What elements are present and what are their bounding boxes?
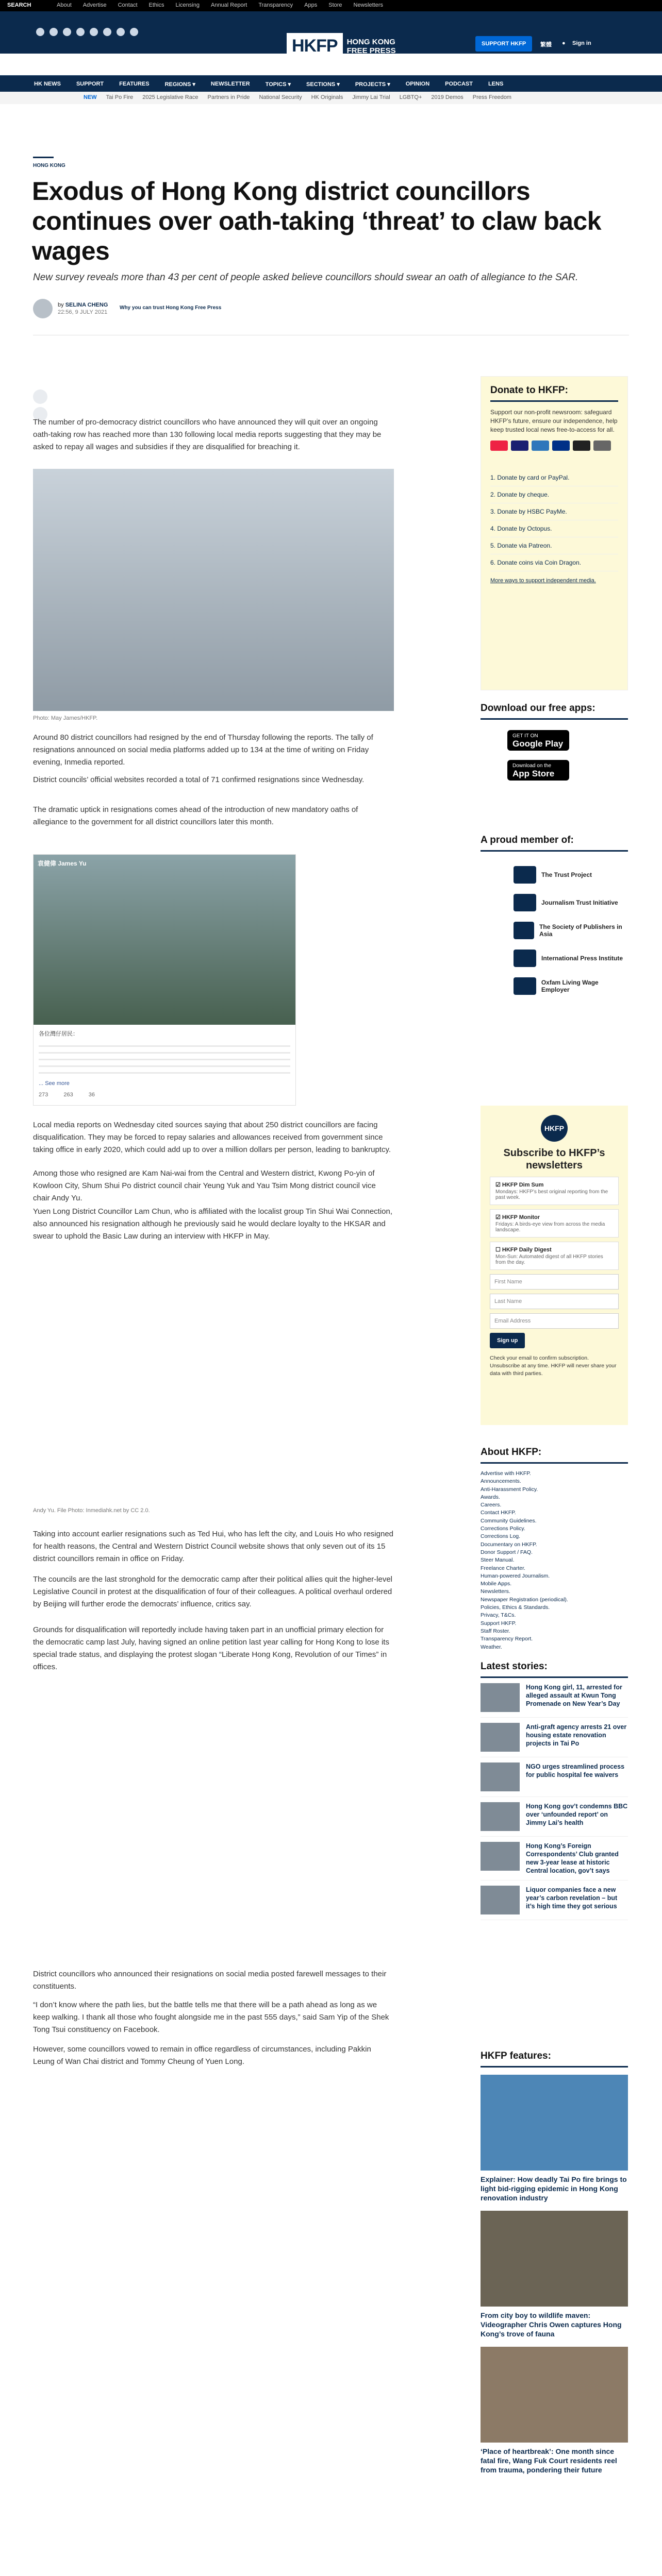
paragraph: However, some councillors vowed to remain in office regardless of circumstances, including Pakkin Leung of Wan Chai district and Tommy Cheung of Yuen Long. bbox=[33, 2045, 371, 2066]
donate-title: Donate to HKFP: bbox=[490, 385, 618, 402]
nav-item[interactable]: PROJECTS ▾ bbox=[355, 81, 390, 88]
member-logo[interactable]: The Trust Project bbox=[514, 861, 628, 889]
nav-item[interactable]: LENS bbox=[488, 81, 504, 87]
latest-story[interactable]: Liquor companies face a new year’s carbon revelation – but it’s high time they got serious bbox=[481, 1880, 628, 1920]
reaction-count: 273 bbox=[39, 1092, 48, 1098]
nav-item[interactable]: OPINION bbox=[405, 81, 430, 87]
paypal-icon bbox=[552, 440, 570, 451]
share-count: 36 bbox=[88, 1092, 95, 1098]
features-box bbox=[481, 2050, 628, 2483]
visa-icon bbox=[511, 440, 528, 451]
apps-title: Download our free apps: bbox=[481, 703, 628, 720]
nav-item[interactable]: SECTIONS ▾ bbox=[306, 81, 340, 88]
payment-logos bbox=[490, 440, 618, 469]
apps-box bbox=[481, 703, 628, 781]
more-ways-link[interactable]: More ways to support independent media. bbox=[490, 578, 596, 584]
topbar-link[interactable]: Transparency bbox=[258, 2, 293, 8]
topbar-link[interactable]: Store bbox=[328, 2, 342, 8]
about-link[interactable]: Policies, Ethics & Standards. bbox=[481, 1604, 550, 1611]
about-link[interactable]: Advertise with HKFP. bbox=[481, 1470, 531, 1477]
logo-mark: HKFP bbox=[287, 33, 343, 59]
topbar-link[interactable]: Contact bbox=[118, 2, 138, 8]
about-link[interactable]: Contact HKFP. bbox=[481, 1510, 516, 1516]
amex-icon bbox=[532, 440, 549, 451]
member-logo[interactable]: International Press Institute bbox=[514, 944, 628, 972]
about-link[interactable]: Mobile Apps. bbox=[481, 1581, 512, 1587]
about-link[interactable]: Newsletters. bbox=[481, 1588, 510, 1595]
author-avatar bbox=[33, 299, 53, 318]
trending-link[interactable]: Jimmy Lai Trial bbox=[352, 94, 390, 100]
about-link[interactable]: Anti-Harassment Policy. bbox=[481, 1486, 538, 1493]
paragraph: Around 80 district councillors had resigned by the end of Thursday following the reports. The tally of resignations announced on social media platforms added up to 134 at the time of writing on Friday evening, Inmedia reported. bbox=[33, 733, 373, 767]
feature-story[interactable]: From city boy to wildlife maven: Videographer Chris Owen captures Hong Kong’s trove of fauna bbox=[481, 2211, 628, 2338]
about-link[interactable]: Privacy, T&Cs. bbox=[481, 1612, 516, 1619]
x-icon[interactable] bbox=[49, 28, 58, 36]
donate-option[interactable]: 2. Donate by cheque. bbox=[490, 486, 618, 503]
trending-link[interactable]: 2019 Demos bbox=[431, 94, 464, 100]
story-thumbnail bbox=[481, 1762, 520, 1791]
facebook-icon[interactable] bbox=[36, 28, 44, 36]
trending-link[interactable]: National Security bbox=[259, 94, 302, 100]
paragraph: District councillors who announced their resignations on social media posted farewell messages to their constituents. bbox=[33, 1970, 387, 1991]
topbar-link[interactable]: Newsletters bbox=[353, 2, 383, 8]
latest-story[interactable]: Anti-graft agency arrests 21 over housing estate renovation projects in Tai Po bbox=[481, 1718, 628, 1757]
paragraph: The number of pro-democracy district councillors who have announced they will quit over an ongoing oath-taking row has reached more than 130 following local media reports suggesting that they may be asked to repay all wages and subsidies if they are disqualified for breaching it. bbox=[33, 418, 382, 451]
email-icon[interactable] bbox=[117, 28, 125, 36]
trending-link[interactable]: Tai Po Fire bbox=[106, 94, 134, 100]
author-link[interactable]: SELINA CHENG bbox=[65, 302, 108, 308]
see-more-link[interactable]: ... See more bbox=[39, 1080, 70, 1087]
nav-item[interactable]: NEWSLETTER bbox=[210, 81, 250, 87]
donate-box bbox=[481, 376, 628, 690]
latest-box bbox=[481, 1661, 628, 1920]
app-store-label: App Store bbox=[512, 769, 555, 778]
photo-caption: Photo: May James/HKFP. bbox=[33, 715, 98, 721]
paragraph: Yuen Long District Councillor Lam Chun, who is affiliated with the localist group Tin Shui Wai Connection, also announced his resignation although he previously said he would declare loyalty to the HKSAR and swear to uphold the Basic Law during an interview with HKFP in May. bbox=[33, 1207, 393, 1241]
story-thumbnail bbox=[481, 1723, 520, 1752]
masthead bbox=[0, 11, 662, 54]
topbar-link[interactable]: Ethics bbox=[148, 2, 164, 8]
paragraph: The dramatic uptick in resignations comes ahead of the introduction of new mandatory oaths of allegiance to the government for all district councillors later this month. bbox=[33, 805, 358, 826]
first-name-input[interactable]: First Name bbox=[490, 1274, 619, 1290]
donate-option[interactable]: 6. Donate coins via Coin Dragon. bbox=[490, 554, 618, 571]
telegram-icon[interactable] bbox=[103, 28, 111, 36]
google-play-badge[interactable]: GET IT ON Google Play bbox=[507, 730, 569, 751]
embed-placeholder bbox=[33, 1674, 394, 1953]
about-link[interactable]: Careers. bbox=[481, 1502, 502, 1509]
latest-story[interactable]: Hong Kong girl, 11, arrested for alleged assault at Kwun Tong Promenade on New Year’s Day bbox=[481, 1678, 628, 1718]
trust-link[interactable]: Why you can trust Hong Kong Free Press bbox=[120, 305, 222, 311]
deck: New survey reveals more than 43 per cent of people asked believe councillors should swear an oath of allegiance to the SAR. bbox=[33, 272, 578, 283]
support-hkfp-button[interactable]: SUPPORT HKFP bbox=[475, 36, 532, 52]
topbar-link[interactable]: Annual Report bbox=[210, 2, 247, 8]
andy-yu-photo bbox=[33, 1262, 394, 1504]
nav-item[interactable]: HK NEWS bbox=[34, 81, 61, 87]
feature-image bbox=[481, 2347, 628, 2443]
about-link[interactable]: Community Guidelines. bbox=[481, 1517, 537, 1524]
feature-story[interactable]: Explainer: How deadly Tai Po fire brings to light bid-rigging epidemic in Hong Kong renovation industry bbox=[481, 2075, 628, 2202]
topbar-link[interactable]: Advertise bbox=[82, 2, 107, 8]
trending-link[interactable]: 2025 Legislative Race bbox=[142, 94, 198, 100]
embed-author: 袁健偉 James Yu bbox=[38, 860, 87, 867]
trending-link[interactable]: HK Originals bbox=[311, 94, 343, 100]
newsletter-option[interactable]: ☑ HKFP Monitor Fridays: A birds-eye view from across the media landscape. bbox=[490, 1209, 619, 1238]
trending-bar bbox=[0, 92, 662, 104]
top-utility-bar bbox=[0, 0, 662, 11]
paragraph: Taking into account earlier resignations such as Ted Hui, who has left the city, and Louis Ho who resigned for health reasons, the Central and Western District Council website shows that only seven out of its 15 district councillors remain in office on Friday. bbox=[33, 1530, 394, 1563]
about-link[interactable]: Staff Roster. bbox=[481, 1628, 510, 1634]
embed-placeholder bbox=[33, 2081, 394, 2349]
about-link[interactable]: Freelance Charter. bbox=[481, 1565, 525, 1571]
about-link[interactable]: Newspaper Registration (periodical). bbox=[481, 1596, 568, 1603]
embed-photo bbox=[34, 855, 295, 1025]
new-badge: NEW bbox=[84, 94, 97, 100]
donate-option[interactable]: 1. Donate by card or PayPal. bbox=[490, 469, 618, 486]
mastercard-icon bbox=[490, 440, 508, 451]
signin-link[interactable]: Sign in bbox=[572, 40, 591, 46]
members-box bbox=[481, 835, 628, 1000]
about-link[interactable]: Announcements. bbox=[481, 1478, 521, 1485]
story-thumbnail bbox=[481, 1683, 520, 1712]
category-link[interactable]: HONG KONG bbox=[33, 163, 65, 168]
main-nav bbox=[0, 75, 662, 92]
comment-count: 263 bbox=[63, 1092, 73, 1098]
embed-text: 各位灣仔居民： bbox=[39, 1031, 78, 1037]
topbar-link[interactable]: Apps bbox=[304, 2, 318, 8]
donate-option[interactable]: 5. Donate via Patreon. bbox=[490, 537, 618, 554]
instagram-icon[interactable] bbox=[63, 28, 71, 36]
feature-image bbox=[481, 2075, 628, 2171]
about-link[interactable]: Documentary on HKFP. bbox=[481, 1541, 537, 1548]
threads-icon[interactable] bbox=[76, 28, 85, 36]
member-logo[interactable]: Oxfam Living Wage Employer bbox=[514, 972, 628, 1000]
category-rule bbox=[33, 157, 54, 158]
signup-button[interactable]: Sign up bbox=[490, 1333, 525, 1348]
feature-story[interactable]: ‘Place of heartbreak’: One month since fatal fire, Wang Fuk Court residents reel from trauma, pondering their future bbox=[481, 2347, 628, 2475]
google-play-label: Google Play bbox=[512, 739, 564, 749]
logo-text: HONG KONG FREE PRESS bbox=[346, 37, 396, 55]
story-thumbnail bbox=[481, 1842, 520, 1871]
applepay-icon bbox=[573, 440, 590, 451]
byline: by SELINA CHENG 22:56, 9 JULY 2021 bbox=[33, 299, 108, 318]
language-link[interactable]: 繁體 bbox=[540, 42, 552, 48]
members-title: A proud member of: bbox=[481, 835, 628, 852]
latest-story[interactable]: Hong Kong gov’t condemns BBC over ‘unfounded report’ on Jimmy Lai’s health bbox=[481, 1797, 628, 1837]
hkfp-badge-icon: HKFP bbox=[541, 1115, 568, 1142]
story-thumbnail bbox=[481, 1802, 520, 1831]
paragraph: Local media reports on Wednesday cited sources saying that about 250 district councillors are facing disqualification. They may be forced to repay salaries and allowances received from government since taking office in early 2020, which could add up to over a million dollars per person, leading to bankruptcy. bbox=[33, 1121, 391, 1154]
topbar-link[interactable]: About bbox=[57, 2, 72, 8]
nav-item[interactable]: PODCAST bbox=[445, 81, 473, 87]
about-title: About HKFP: bbox=[481, 1447, 628, 1464]
about-link[interactable]: Corrections Policy. bbox=[481, 1526, 525, 1532]
publish-date: 22:56, 9 JULY 2021 bbox=[58, 309, 108, 315]
about-link[interactable]: Transparency Report. bbox=[481, 1636, 533, 1642]
donate-option[interactable]: 3. Donate by HSBC PayMe. bbox=[490, 503, 618, 520]
paragraph: Among those who resigned are Kam Nai-wai from the Central and Western district, Kwong Po-yin of Kowloon City, Shum Shui Po district council chair Yeung Yuk and Yau Tsim Mong district council vice chair Andy Yu. bbox=[33, 1169, 376, 1202]
trending-link[interactable]: Partners in Pride bbox=[207, 94, 250, 100]
paragraph: The councils are the last stronghold for the democratic camp after their political allies quit the higher-level Legislative Council in protest at the disqualification of four of their colleagues. A political overhaul ordered by Beijing will further erode the democrats’ influence, critics say. bbox=[33, 1575, 393, 1608]
paragraph: Grounds for disqualification will reportedly include having taken part in an unofficial primary election for the democratic camp last July, having signed an online petition last year calling for Hong Kong to lose its special trade status, and displaying the protest slogan “Liberate Hong Kong, Revolution of our Times” in offices. bbox=[33, 1625, 389, 1671]
user-icon[interactable]: ● bbox=[562, 40, 566, 46]
latest-story[interactable]: Hong Kong’s Foreign Correspondents’ Club granted new 3-year lease at historic Central location, gov’t says bbox=[481, 1837, 628, 1880]
newsletter-title: Subscribe to HKFP’s newsletters bbox=[503, 1147, 605, 1171]
site-logo[interactable] bbox=[287, 33, 409, 59]
social-links bbox=[36, 28, 138, 36]
story-thumbnail bbox=[481, 1886, 520, 1914]
about-box bbox=[481, 1447, 628, 1651]
paragraph: “I don’t know where the path lies, but the battle tells me that there will be a path ahead as long as we keep walking. I thank all those who fought alongside me in the past 555 days,” said Sam Yip of the Shek Tong Tsui constituency on Facebook. bbox=[33, 2001, 389, 2034]
rss-icon[interactable] bbox=[130, 28, 138, 36]
newsletter-option[interactable]: ☑ HKFP Dim Sum Mondays: HKFP’s best original reporting from the past week. bbox=[490, 1177, 619, 1205]
about-link[interactable]: Awards. bbox=[481, 1494, 500, 1500]
about-link[interactable]: Steer Manual. bbox=[481, 1557, 515, 1564]
email-input[interactable]: Email Address bbox=[490, 1313, 619, 1329]
about-link[interactable]: Support HKFP. bbox=[481, 1620, 517, 1626]
search-button[interactable]: SEARCH bbox=[7, 2, 31, 8]
paragraph: District councils’ official websites recorded a total of 71 confirmed resignations since Wednesday. bbox=[33, 775, 365, 784]
newsletter-note: Check your email to confirm subscription. Unsubscribe at any time. HKFP will never share your data with third parties. bbox=[490, 1355, 617, 1377]
newsletter-box bbox=[481, 1106, 628, 1425]
trending-link[interactable]: LGBTQ+ bbox=[399, 94, 422, 100]
lead-photo bbox=[33, 469, 394, 711]
topbar-link[interactable]: Licensing bbox=[175, 2, 200, 8]
features-title: HKFP features: bbox=[481, 2050, 628, 2067]
about-link[interactable]: Human-powered Journalism. bbox=[481, 1572, 550, 1579]
feature-image bbox=[481, 2211, 628, 2307]
about-link[interactable]: Donor Support / FAQ. bbox=[481, 1549, 533, 1555]
newsletter-option[interactable]: ☐ HKFP Daily Digest Mon-Sun: Automated digest of all HKFP stories from the day. bbox=[490, 1242, 619, 1270]
donate-text: Support our non-profit newsroom: safeguard HKFP’s future, ensure our independence, help keep trusted local news free-to-access for all. bbox=[490, 409, 618, 433]
nav-item[interactable]: SUPPORT bbox=[76, 81, 104, 87]
share-facebook-icon[interactable] bbox=[33, 389, 47, 404]
member-logo[interactable]: Journalism Trust Initiative bbox=[514, 889, 628, 917]
about-link[interactable]: Corrections Log. bbox=[481, 1533, 521, 1540]
headline: Exodus of Hong Kong district councillors continues over oath-taking ‘threat’ to claw back wages bbox=[32, 177, 602, 265]
donate-option[interactable]: 4. Donate by Octopus. bbox=[490, 520, 618, 537]
nav-item[interactable]: TOPICS ▾ bbox=[265, 81, 291, 88]
facebook-embed[interactable] bbox=[33, 854, 296, 1106]
about-link[interactable]: Weather. bbox=[481, 1643, 502, 1650]
latest-story[interactable]: NGO urges streamlined process for public hospital fee waivers bbox=[481, 1757, 628, 1797]
nav-item[interactable]: FEATURES bbox=[119, 81, 150, 87]
app-store-badge[interactable]: Download on the App Store bbox=[507, 760, 569, 781]
latest-title: Latest stories: bbox=[481, 1661, 628, 1678]
googlepay-icon bbox=[593, 440, 611, 451]
nav-item[interactable]: REGIONS ▾ bbox=[164, 81, 195, 88]
photo-caption: Andy Yu. File Photo: Inmediahk.net by CC 2.0. bbox=[33, 1507, 150, 1514]
last-name-input[interactable]: Last Name bbox=[490, 1294, 619, 1309]
youtube-icon[interactable] bbox=[90, 28, 98, 36]
member-logo[interactable]: The Society of Publishers in Asia bbox=[514, 917, 628, 944]
trending-link[interactable]: Press Freedom bbox=[472, 94, 511, 100]
